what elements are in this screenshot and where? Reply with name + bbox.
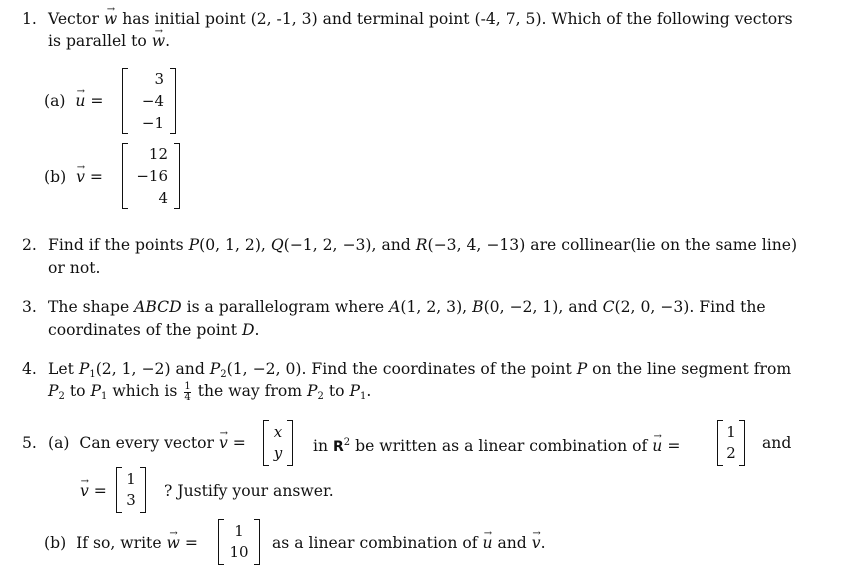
problem-5-and: and <box>762 434 792 452</box>
problem-1-line-2: is parallel to → w. <box>48 31 170 51</box>
vector-v-matrix: 12 −16 4 <box>122 143 180 209</box>
vector-w-symbol: → w <box>104 9 117 29</box>
vector-v-xy-matrix: x y <box>263 420 293 466</box>
problem-3-line-1: The shape ABCD is a parallelogram where A(1, 2, 3), B(0, −2, 1), and C(2, 0, −3). Find the <box>48 298 766 316</box>
option-a-label: (a) → u = <box>44 91 103 111</box>
vector-u-matrix: 3 −4 −1 <box>122 68 176 134</box>
problem-1-line-1: Vector → w has initial point (2, -1, 3) and terminal point (-4, 7, 5). Which of the following vectors <box>48 9 793 29</box>
vector-v-13-matrix: 1 3 <box>116 467 146 513</box>
problem-5-line-2-a: → v = <box>80 481 107 501</box>
problem-4-number: 4. <box>22 360 37 378</box>
problem-1-number: 1. <box>22 10 37 28</box>
one-quarter-fraction: $\frac{1}{4}$ <box>184 380 191 403</box>
problem-3-line-2: coordinates of the point D. <box>48 321 260 339</box>
problem-5-number: 5. <box>22 434 37 452</box>
problem-2-line-2: or not. <box>48 259 101 277</box>
problem-4-line-1: Let $P_1(2$, 1, −2) and $P_2(1$, −2, 0). Find the coordinates of the point P on the line segment from <box>48 360 792 380</box>
problem-5-line-3-a: (b) If so, write → w = <box>44 533 198 553</box>
problem-2-number: 2. <box>22 236 37 254</box>
problem-5-line-3-b: as a linear combination of → u and → v. <box>272 533 546 553</box>
problem-5-line-1-a: (a) Can every vector → v = <box>48 433 246 453</box>
problem-2-line-1: Find if the points P(0, 1, 2), Q(−1, 2, −3), and R(−3, 4, −13) are collinear(lie on the same line) <box>48 236 798 254</box>
problem-3-number: 3. <box>22 298 37 316</box>
vector-u-12-matrix: 1 2 <box>717 420 745 466</box>
problem-4-line-2: $P_2$ to $P_1$ which is $\frac{1}{4}$ the way from $P_2$ to $P_1$. <box>48 380 372 403</box>
problem-5-line-1-b: in $R^2$ be written as a linear combination of → u = <box>313 433 680 457</box>
problem-5-line-2-b: ? Justify your answer. <box>164 482 334 500</box>
vector-w-matrix: 1 10 <box>218 519 260 565</box>
option-b-label: (b) → v = <box>44 167 103 187</box>
